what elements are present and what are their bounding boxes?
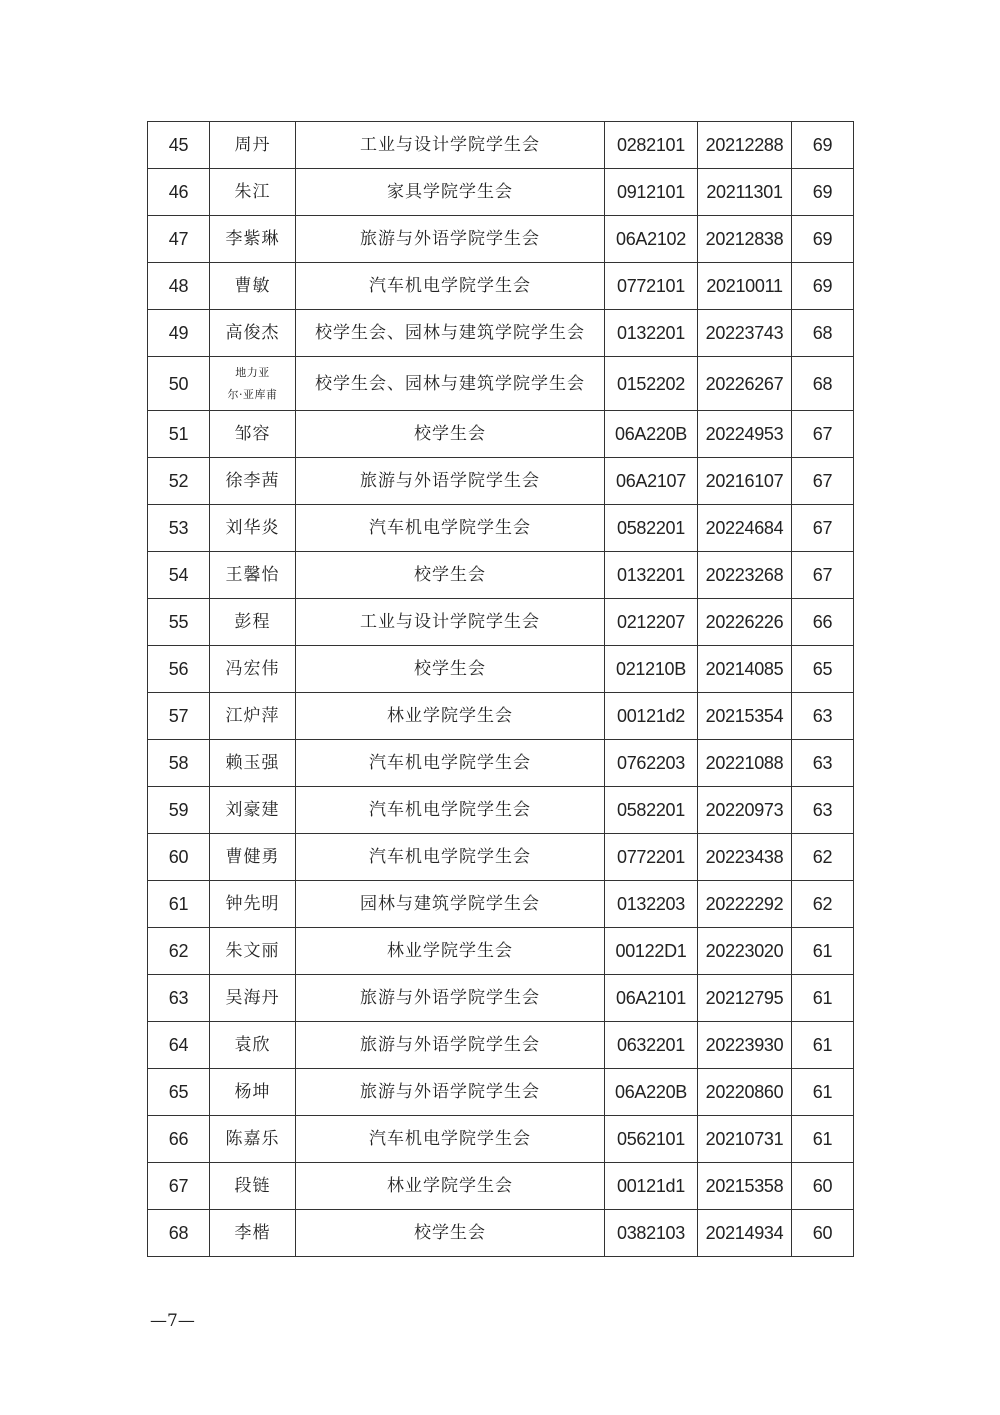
score-cell: 61 [792, 928, 854, 975]
class-code-cell: 06A2101 [605, 975, 698, 1022]
student-name-cell: 曹健勇 [210, 834, 296, 881]
row-number-cell: 67 [148, 1163, 210, 1210]
row-number-cell: 59 [148, 787, 210, 834]
organization-cell: 园林与建筑学院学生会 [296, 881, 605, 928]
student-name-cell: 陈嘉乐 [210, 1116, 296, 1163]
score-cell: 67 [792, 458, 854, 505]
class-code-cell: 0772101 [605, 263, 698, 310]
student-name-cell: 袁欣 [210, 1022, 296, 1069]
class-code-cell: 0132201 [605, 310, 698, 357]
class-code-cell: 06A220B [605, 1069, 698, 1116]
student-name-line: 地力亚 [235, 365, 270, 379]
student-name-cell: 王馨怡 [210, 552, 296, 599]
class-code-cell: 00122D1 [605, 928, 698, 975]
student-id-cell: 20220973 [698, 787, 792, 834]
student-id-cell: 20210011 [698, 263, 792, 310]
table-row [148, 881, 854, 928]
row-number-cell: 65 [148, 1069, 210, 1116]
student-name-cell: 彭程 [210, 599, 296, 646]
row-number-cell: 52 [148, 458, 210, 505]
organization-cell: 工业与设计学院学生会 [296, 122, 605, 169]
organization-cell: 林业学院学生会 [296, 928, 605, 975]
student-name-cell: 江炉萍 [210, 693, 296, 740]
table-row [148, 216, 854, 263]
organization-cell: 校学生会、园林与建筑学院学生会 [296, 357, 605, 411]
score-cell: 69 [792, 216, 854, 263]
student-name-line: 尔·亚库甫 [227, 387, 278, 401]
score-cell: 69 [792, 263, 854, 310]
row-number-cell: 49 [148, 310, 210, 357]
class-code-cell: 0582201 [605, 787, 698, 834]
table-row [148, 1163, 854, 1210]
student-name-cell: 杨坤 [210, 1069, 296, 1116]
row-number-cell: 63 [148, 975, 210, 1022]
table-row [148, 834, 854, 881]
table-row [148, 411, 854, 458]
student-name-cell: 刘华炎 [210, 505, 296, 552]
row-number-cell: 66 [148, 1116, 210, 1163]
student-id-cell: 20215358 [698, 1163, 792, 1210]
student-name-cell: 高俊杰 [210, 310, 296, 357]
student-id-cell: 20223438 [698, 834, 792, 881]
student-name-cell: 邹容 [210, 411, 296, 458]
table-row [148, 1210, 854, 1257]
score-cell: 68 [792, 310, 854, 357]
student-name-cell: 段链 [210, 1163, 296, 1210]
organization-cell: 汽车机电学院学生会 [296, 263, 605, 310]
student-id-cell: 20222292 [698, 881, 792, 928]
student-id-cell: 20220860 [698, 1069, 792, 1116]
class-code-cell: 06A2102 [605, 216, 698, 263]
student-id-cell: 20226226 [698, 599, 792, 646]
row-number-cell: 57 [148, 693, 210, 740]
class-code-cell: 0632201 [605, 1022, 698, 1069]
row-number-cell: 60 [148, 834, 210, 881]
score-cell: 61 [792, 975, 854, 1022]
class-code-cell: 0762203 [605, 740, 698, 787]
organization-cell: 汽车机电学院学生会 [296, 1116, 605, 1163]
student-name-cell: 吴海丹 [210, 975, 296, 1022]
class-code-cell: 0282101 [605, 122, 698, 169]
table-row [148, 975, 854, 1022]
row-number-cell: 62 [148, 928, 210, 975]
student-id-cell: 20226267 [698, 357, 792, 411]
score-cell: 61 [792, 1069, 854, 1116]
organization-cell: 校学生会、园林与建筑学院学生会 [296, 310, 605, 357]
class-code-cell: 00121d1 [605, 1163, 698, 1210]
table-row [148, 552, 854, 599]
organization-cell: 汽车机电学院学生会 [296, 740, 605, 787]
student-name-cell: 曹敏 [210, 263, 296, 310]
student-name-cell: 徐李茜 [210, 458, 296, 505]
organization-cell: 林业学院学生会 [296, 1163, 605, 1210]
score-cell: 60 [792, 1210, 854, 1257]
table-row [148, 928, 854, 975]
student-id-cell: 20223268 [698, 552, 792, 599]
table-row [148, 1116, 854, 1163]
student-name-cell: 李紫琳 [210, 216, 296, 263]
score-cell: 66 [792, 599, 854, 646]
student-id-cell: 20223930 [698, 1022, 792, 1069]
table-row [148, 310, 854, 357]
student-id-cell: 20211301 [698, 169, 792, 216]
table-row [148, 740, 854, 787]
organization-cell: 旅游与外语学院学生会 [296, 1069, 605, 1116]
score-cell: 65 [792, 646, 854, 693]
row-number-cell: 64 [148, 1022, 210, 1069]
row-number-cell: 56 [148, 646, 210, 693]
organization-cell: 旅游与外语学院学生会 [296, 1022, 605, 1069]
organization-cell: 校学生会 [296, 552, 605, 599]
class-code-cell: 00121d2 [605, 693, 698, 740]
student-id-cell: 20214934 [698, 1210, 792, 1257]
student-id-cell: 20212838 [698, 216, 792, 263]
score-cell: 62 [792, 881, 854, 928]
table-row [148, 693, 854, 740]
organization-cell: 校学生会 [296, 1210, 605, 1257]
row-number-cell: 58 [148, 740, 210, 787]
row-number-cell: 53 [148, 505, 210, 552]
organization-cell: 校学生会 [296, 411, 605, 458]
table-row [148, 1022, 854, 1069]
score-cell: 63 [792, 740, 854, 787]
class-code-cell: 0772201 [605, 834, 698, 881]
score-cell: 61 [792, 1116, 854, 1163]
table-row [148, 458, 854, 505]
score-cell: 68 [792, 357, 854, 411]
student-id-cell: 20224953 [698, 411, 792, 458]
class-code-cell: 0152202 [605, 357, 698, 411]
score-cell: 67 [792, 552, 854, 599]
student-id-cell: 20210731 [698, 1116, 792, 1163]
class-code-cell: 06A220B [605, 411, 698, 458]
table-row [148, 263, 854, 310]
student-name-cell: 冯宏伟 [210, 646, 296, 693]
organization-cell: 林业学院学生会 [296, 693, 605, 740]
row-number-cell: 55 [148, 599, 210, 646]
row-number-cell: 50 [148, 357, 210, 411]
score-cell: 63 [792, 693, 854, 740]
student-id-cell: 20214085 [698, 646, 792, 693]
student-name-cell: 李楷 [210, 1210, 296, 1257]
row-number-cell: 45 [148, 122, 210, 169]
organization-cell: 工业与设计学院学生会 [296, 599, 605, 646]
row-number-cell: 51 [148, 411, 210, 458]
student-id-cell: 20224684 [698, 505, 792, 552]
roster-table-body [148, 122, 854, 1257]
table-row [148, 599, 854, 646]
student-name-cell: 钟先明 [210, 881, 296, 928]
student-name-cell: 赖玉强 [210, 740, 296, 787]
organization-cell: 旅游与外语学院学生会 [296, 216, 605, 263]
row-number-cell: 54 [148, 552, 210, 599]
class-code-cell: 0212207 [605, 599, 698, 646]
table-row [148, 646, 854, 693]
table-row [148, 505, 854, 552]
score-cell: 69 [792, 169, 854, 216]
student-id-cell: 20212288 [698, 122, 792, 169]
table-row [148, 122, 854, 169]
student-id-cell: 20216107 [698, 458, 792, 505]
score-cell: 62 [792, 834, 854, 881]
student-id-cell: 20223743 [698, 310, 792, 357]
organization-cell: 汽车机电学院学生会 [296, 505, 605, 552]
organization-cell: 旅游与外语学院学生会 [296, 458, 605, 505]
row-number-cell: 46 [148, 169, 210, 216]
class-code-cell: 0132203 [605, 881, 698, 928]
student-name-cell [210, 357, 296, 411]
row-number-cell: 68 [148, 1210, 210, 1257]
score-cell: 61 [792, 1022, 854, 1069]
organization-cell: 校学生会 [296, 646, 605, 693]
score-cell: 67 [792, 505, 854, 552]
score-cell: 63 [792, 787, 854, 834]
organization-cell: 汽车机电学院学生会 [296, 787, 605, 834]
page-number: —7— [150, 1311, 195, 1331]
class-code-cell: 0382103 [605, 1210, 698, 1257]
organization-cell: 旅游与外语学院学生会 [296, 975, 605, 1022]
row-number-cell: 47 [148, 216, 210, 263]
student-id-cell: 20223020 [698, 928, 792, 975]
class-code-cell: 0582201 [605, 505, 698, 552]
student-name-cell: 周丹 [210, 122, 296, 169]
row-number-cell: 48 [148, 263, 210, 310]
class-code-cell: 06A2107 [605, 458, 698, 505]
table-row [148, 787, 854, 834]
student-name-cell: 朱文丽 [210, 928, 296, 975]
table-row [148, 1069, 854, 1116]
table-row [148, 357, 854, 411]
score-cell: 69 [792, 122, 854, 169]
student-id-cell: 20212795 [698, 975, 792, 1022]
student-id-cell: 20221088 [698, 740, 792, 787]
class-code-cell: 0912101 [605, 169, 698, 216]
student-name-cell: 朱江 [210, 169, 296, 216]
class-code-cell: 0132201 [605, 552, 698, 599]
organization-cell: 汽车机电学院学生会 [296, 834, 605, 881]
student-name-cell: 刘豪建 [210, 787, 296, 834]
class-code-cell: 0562101 [605, 1116, 698, 1163]
student-id-cell: 20215354 [698, 693, 792, 740]
row-number-cell: 61 [148, 881, 210, 928]
table-row [148, 169, 854, 216]
score-cell: 67 [792, 411, 854, 458]
score-cell: 60 [792, 1163, 854, 1210]
organization-cell: 家具学院学生会 [296, 169, 605, 216]
class-code-cell: 021210B [605, 646, 698, 693]
roster-table [147, 121, 854, 1257]
